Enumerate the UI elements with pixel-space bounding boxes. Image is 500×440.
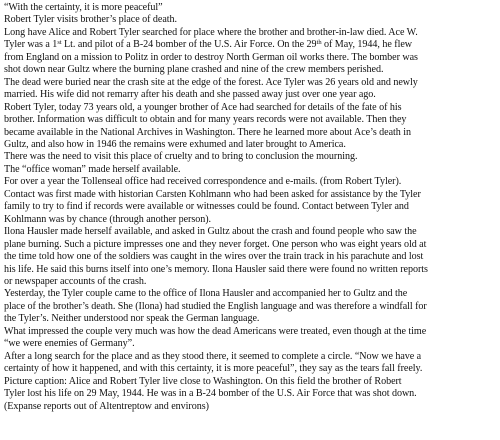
ordinal-superscript: st <box>57 39 62 47</box>
text-line: After a long search for the place and as they stood there, it seemed to complete a circle. “Now we have a <box>4 350 422 362</box>
section-heading: The “office woman” made herself available. <box>4 163 181 175</box>
text-fragment: Lt. and pilot of a B-24 bomber of the U.S. Air Force. On the 29 <box>61 39 317 51</box>
text-line: Long have Alice and Robert Tyler searched for place where the brother and brother-in-law died. Ace W. <box>4 26 418 38</box>
text-line: or newspaper accounts of the crash. <box>4 275 147 287</box>
text-line: For over a year the Tollenseal office had received correspondence and e-mails. (from Robert Tyler). <box>4 176 402 188</box>
text-line: plane burning. Such a picture impresses one and they never forget. One person who was eight years old at <box>4 238 427 250</box>
text-line-with-superscripts <box>4 39 496 51</box>
text-line: family to try to find if records were available or witnesses could be found. Contact between Tyler and <box>4 201 409 213</box>
ordinal-superscript: th <box>316 39 322 47</box>
text-fragment: of May, 1944, he flew <box>321 39 412 51</box>
text-line: his life. He said this burns itself into one’s memory. Ilona Hausler said there were found no written reports <box>4 263 428 275</box>
text-line: the time told how one of the soldiers was caught in the wires over the train track in his parachute and lost <box>4 251 424 263</box>
text-line: Gultz, and also how in 1946 the remains were exhumed and later brought to America. <box>4 138 346 150</box>
text-line: Yesterday, the Tyler couple came to the office of Ilona Hausler and accompanied her to Gultz and the <box>4 288 408 300</box>
text-line: Ilona Hausler made herself available, and asked in Gultz about the crash and found people who saw the <box>4 226 417 238</box>
text-fragment: Tyler was a 1 <box>4 39 58 51</box>
text-line: shot down near Gultz where the burning plane crashed and nine of the crew members perished. <box>4 64 384 76</box>
text-line: place of the brother’s death. She (Ilona) had studied the English language and was therefore a windfall for <box>4 300 427 312</box>
text-line: There was the need to visit this place of cruelty and to bring to conclusion the mourning. <box>4 151 358 163</box>
picture-caption-line: Tyler lost his life on 29 May, 1944. He was in a B-24 bomber of the U.S. Air Force that was shot down. <box>4 388 417 400</box>
text-line: from England on a mission to Politz in order to destroy North German oil works there. The bomber was <box>4 51 418 63</box>
text-line: “we were enemies of Germany”. <box>4 338 135 350</box>
text-line: the Tyler’s. Neither understood nor speak the German language. <box>4 313 260 325</box>
text-line: Robert Tyler, today 73 years old, a younger brother of Ace had searched for details of the fate of his <box>4 101 402 113</box>
text-line: Kohlmann was by chance (through another person). <box>4 213 211 225</box>
text-line: brother. Information was difficult to obtain and for many years records were not available. Then they <box>4 114 407 126</box>
text-line: certainty of how it happened, and with this certainty, it is more peaceful”, they say as the tears fall freely. <box>4 363 423 375</box>
article-headline: “With the certainty, it is more peaceful” <box>4 2 163 13</box>
text-line: Contact was first made with historian Carsten Kohlmann who had been asked for assistance by the Tyler <box>4 188 421 200</box>
text-line: became available in the National Archives in Washington. There he learned more about Ace’s death in <box>4 126 412 138</box>
article-subheadline: Robert Tyler visits brother’s place of death. <box>4 14 177 26</box>
text-line: What impressed the couple very much was how the dead Americans were treated, even though at the time <box>4 325 427 337</box>
source-note: (Expanse reports out of Altentreptow and environs) <box>4 400 209 412</box>
text-line: married. His wife did not remarry after his death and she passed away just over one year ago. <box>4 89 376 101</box>
picture-caption-line: Picture caption: Alice and Robert Tyler live close to Washington. On this field the brother of Robert <box>4 375 402 387</box>
text-line: The dead were buried near the crash site at the edge of the forest. Ace Tyler was 26 years old and newly <box>4 76 418 88</box>
